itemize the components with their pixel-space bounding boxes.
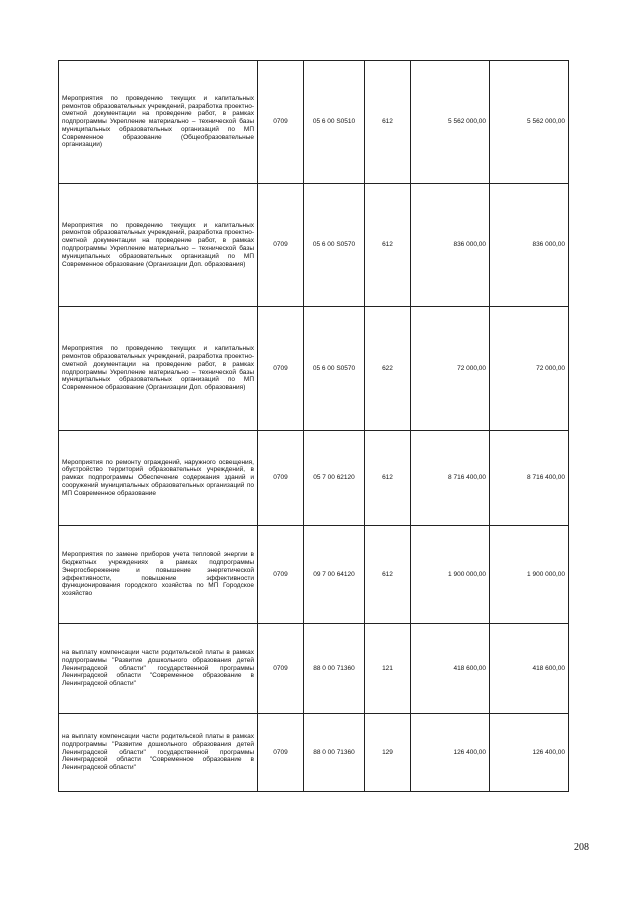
row-section: 0709 <box>258 431 304 526</box>
row-description: Мероприятия по проведению текущих и капитальных ремонтов образовательных учреждений, разработка проектно-сметной документации на проведение работ, в рамках подпрограммы Укрепление материально – технической базы муниципальных образовательных организаций по МП Современное образование (Организации Доп. образования) <box>59 184 258 307</box>
row-target-code: 05 7 00 62120 <box>304 431 365 526</box>
row-target-code: 05 6 00 S0510 <box>304 61 365 184</box>
row-section: 0709 <box>258 61 304 184</box>
row-expense-type: 622 <box>365 307 411 431</box>
row-amount-2: 72 000,00 <box>490 307 569 431</box>
table-row <box>59 307 569 431</box>
row-amount-2: 1 900 000,00 <box>490 526 569 624</box>
row-description: на выплату компенсации части родительской платы в рамках подпрограммы "Развитие дошкольного образования детей Ленинградской области" государственной программы Ленинградской области "Современное образование в Ленинградской области" <box>59 714 258 792</box>
table-row <box>59 526 569 624</box>
row-expense-type: 121 <box>365 624 411 714</box>
table-row <box>59 431 569 526</box>
row-amount-1: 418 600,00 <box>411 624 490 714</box>
table-row <box>59 624 569 714</box>
row-amount-1: 72 000,00 <box>411 307 490 431</box>
row-amount-2: 418 600,00 <box>490 624 569 714</box>
row-description: Мероприятия по проведению текущих и капитальных ремонтов образовательных учреждений, разработка проектно-сметной документации на проведение работ, в рамках подпрограммы Укрепление материально – технической базы муниципальных образовательных организаций по МП Современное образование (Общеобразовательные организации) <box>59 61 258 184</box>
row-description: Мероприятия по проведению текущих и капитальных ремонтов образовательных учреждений, разработка проектно-сметной документации на проведение работ, в рамках подпрограммы Укрепление материально – технической базы муниципальных образовательных организаций по МП Современное образование (Организации Доп. образования) <box>59 307 258 431</box>
table-row <box>59 61 569 184</box>
row-amount-2: 8 716 400,00 <box>490 431 569 526</box>
row-amount-1: 126 400,00 <box>411 714 490 792</box>
row-amount-2: 126 400,00 <box>490 714 569 792</box>
table-row <box>59 714 569 792</box>
row-section: 0709 <box>258 184 304 307</box>
row-amount-1: 5 562 000,00 <box>411 61 490 184</box>
budget-table <box>58 60 569 792</box>
page-number: 208 <box>574 842 589 853</box>
row-amount-2: 836 000,00 <box>490 184 569 307</box>
row-amount-1: 1 900 000,00 <box>411 526 490 624</box>
row-target-code: 05 6 00 S0570 <box>304 184 365 307</box>
row-section: 0709 <box>258 526 304 624</box>
row-target-code: 05 6 00 S0570 <box>304 307 365 431</box>
row-amount-2: 5 562 000,00 <box>490 61 569 184</box>
table-row <box>59 184 569 307</box>
row-expense-type: 612 <box>365 61 411 184</box>
row-expense-type: 612 <box>365 431 411 526</box>
row-amount-1: 836 000,00 <box>411 184 490 307</box>
row-section: 0709 <box>258 307 304 431</box>
row-expense-type: 129 <box>365 714 411 792</box>
row-description: Мероприятия по замене приборов учета тепловой энергии в бюджетных учреждениях в рамках подпрограммы Энергосбережение и повышение энергетической эффективности, повышение эффективности функционирования городского хозяйства по МП Городское хозяйство <box>59 526 258 624</box>
row-section: 0709 <box>258 624 304 714</box>
row-description: Мероприятия по ремонту ограждений, наружного освещения, обустройство территорий образовательных учреждений, в рамках подпрограммы Обеспечение содержания зданий и сооружений муниципальных образовательных организаций по МП Современное образование <box>59 431 258 526</box>
row-target-code: 88 0 00 71360 <box>304 624 365 714</box>
row-section: 0709 <box>258 714 304 792</box>
row-amount-1: 8 716 400,00 <box>411 431 490 526</box>
row-expense-type: 612 <box>365 184 411 307</box>
row-expense-type: 612 <box>365 526 411 624</box>
row-target-code: 88 0 00 71360 <box>304 714 365 792</box>
row-description: на выплату компенсации части родительской платы в рамках подпрограммы "Развитие дошкольного образования детей Ленинградской области" государственной программы Ленинградской области "Современное образование в Ленинградской области" <box>59 624 258 714</box>
row-target-code: 09 7 00 64120 <box>304 526 365 624</box>
